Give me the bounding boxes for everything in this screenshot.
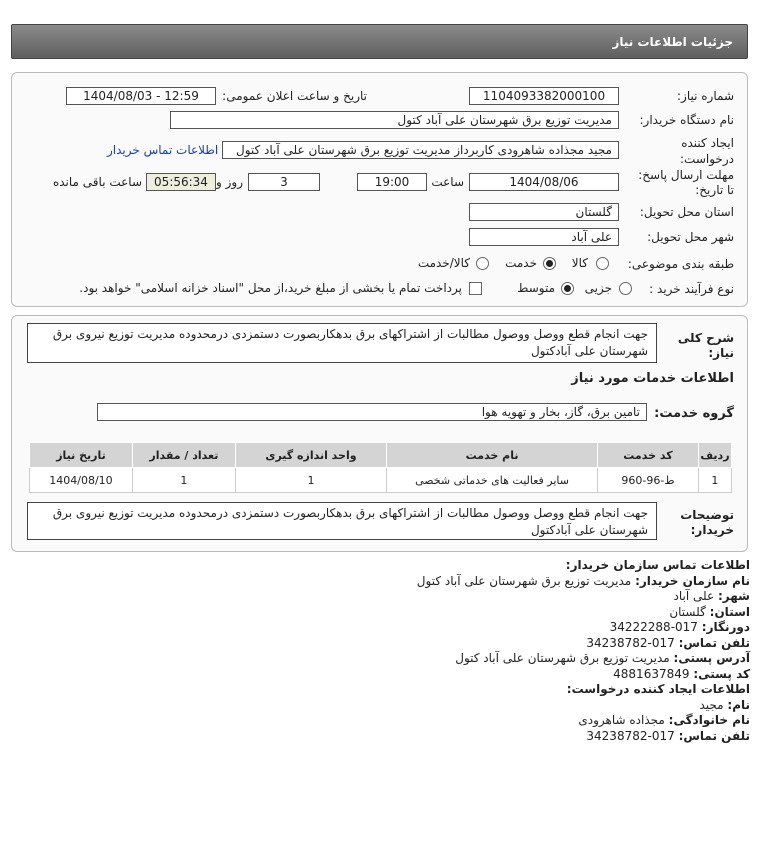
purchase-option-minor: جزیی bbox=[584, 281, 612, 295]
city-field: علی آباد bbox=[469, 228, 619, 246]
treasury-checkbox[interactable] bbox=[469, 282, 482, 295]
creator-family: نام خانوادگی: مجذاده شاهرودی bbox=[578, 713, 750, 727]
description-label-1: شرح کلی bbox=[677, 331, 734, 345]
creator-phone: تلفن تماس: 017-34238782 bbox=[586, 728, 750, 743]
buyer-notes-label-2: خریدار: bbox=[690, 523, 734, 537]
col-row-number: ردیف bbox=[698, 443, 731, 468]
contact-address: آدرس پستی: مدیریت توزیع برق شهرستان علی آباد کتول bbox=[455, 651, 750, 665]
contact-org: نام سازمان خریدار: مدیریت توزیع برق شهرستان علی آباد کتول bbox=[416, 573, 750, 588]
creator-field: مجید مجذاده شاهرودی کاربرداز مدیریت توزیع برق شهرستان علی آباد کتول bbox=[222, 141, 619, 159]
creator-label-2: درخواست: bbox=[680, 152, 734, 166]
announce-field: 1404/08/03 - 12:59 bbox=[66, 87, 216, 105]
contact-city: شهر: علی آباد bbox=[673, 589, 750, 603]
deadline-label-1: مهلت ارسال پاسخ: bbox=[638, 168, 734, 182]
table-header-row bbox=[30, 443, 732, 468]
col-need-date: تاریخ نیاز bbox=[30, 443, 133, 468]
contact-province: استان: گلستان bbox=[669, 604, 750, 619]
deadline-date-field: 1404/08/06 bbox=[469, 173, 619, 191]
purchase-radio-minor[interactable] bbox=[619, 282, 632, 295]
creator-name: نام: مجید bbox=[699, 697, 750, 712]
cell-row-number: 1 bbox=[698, 468, 731, 493]
purchase-type-label: نوع فرآیند خرید : bbox=[649, 282, 734, 296]
table-row bbox=[30, 468, 732, 493]
buyer-org-label: نام دستگاه خریدار: bbox=[639, 113, 734, 127]
cell-unit: 1 bbox=[235, 468, 386, 493]
page-title: جزئیات اطلاعات نیاز bbox=[612, 35, 733, 49]
purchase-radio-medium[interactable] bbox=[561, 282, 574, 295]
category-label: طبقه بندی موضوعی: bbox=[627, 257, 734, 271]
contact-title: اطلاعات تماس سازمان خریدار: bbox=[565, 558, 750, 572]
buyer-notes-box: جهت انجام قطع ووصل ووصول مطالبات از اشتراکهای برق بدهکاربصورت دستمزدی درمحدوده مدیریت توزیع نیروی برق شهرستان علی آبادکتول bbox=[27, 502, 657, 540]
creator-title: اطلاعات ایجاد کننده درخواست: bbox=[566, 682, 750, 696]
days-label: روز و bbox=[216, 175, 243, 189]
announce-label: تاریخ و ساعت اعلان عمومی: bbox=[222, 89, 367, 103]
need-number-label: شماره نیاز: bbox=[677, 89, 734, 103]
category-radio-goods-service[interactable] bbox=[476, 257, 489, 270]
need-number-field: 1104093382000100 bbox=[469, 87, 619, 105]
deadline-time-label: ساعت bbox=[431, 175, 464, 189]
cell-service-name: سایر فعالیت های خدماتی شخصی bbox=[387, 468, 598, 493]
days-field: 3 bbox=[248, 173, 320, 191]
deadline-label-2: تا تاریخ: bbox=[695, 183, 734, 197]
col-service-name: نام خدمت bbox=[387, 443, 598, 468]
services-section-title: اطلاعات خدمات مورد نیاز bbox=[571, 371, 734, 386]
creator-label-1: ایجاد کننده bbox=[681, 136, 734, 150]
buyer-notes-label-1: توضیحات bbox=[680, 508, 734, 522]
treasury-note: پرداخت تمام یا بخشی از مبلغ خرید،از محل "اسناد خزانه اسلامی" خواهد بود. bbox=[79, 281, 462, 295]
col-quantity: تعداد / مقدار bbox=[132, 443, 235, 468]
buyer-org-field: مدیریت توزیع برق شهرستان علی آباد کتول bbox=[170, 111, 619, 129]
page-header bbox=[11, 24, 748, 59]
deadline-time-field: 19:00 bbox=[357, 173, 427, 191]
buyer-contact-link[interactable]: اطلاعات تماس خریدار bbox=[107, 143, 219, 157]
service-group-label: گروه خدمت: bbox=[654, 406, 734, 421]
category-radio-goods[interactable] bbox=[596, 257, 609, 270]
col-service-code: کد خدمت bbox=[598, 443, 699, 468]
services-table bbox=[29, 442, 732, 493]
city-label: شهر محل تحویل: bbox=[647, 230, 734, 244]
cell-service-code: ط-96-960 bbox=[598, 468, 699, 493]
province-field: گلستان bbox=[469, 203, 619, 221]
contact-phone: تلفن تماس: 017-34238782 bbox=[586, 635, 750, 650]
category-radio-service[interactable] bbox=[543, 257, 556, 270]
remaining-label: ساعت باقی مانده bbox=[52, 175, 142, 189]
cell-need-date: 1404/08/10 bbox=[30, 468, 133, 493]
category-option-goods: کالا bbox=[571, 256, 588, 270]
remaining-time-field: 05:56:34 bbox=[146, 173, 216, 191]
description-label-2: نیاز: bbox=[708, 346, 734, 360]
contact-postal: کد پستی: 4881637849 bbox=[613, 666, 750, 681]
buyer-contact-section bbox=[417, 558, 750, 744]
purchase-option-medium: متوسط bbox=[517, 281, 555, 295]
service-group-field: تامین برق، گاز، بخار و تهویه هوا bbox=[97, 403, 647, 421]
category-option-goods-service: کالا/خدمت bbox=[417, 256, 470, 270]
cell-quantity: 1 bbox=[132, 468, 235, 493]
contact-fax: دورنگار: 017-34222288 bbox=[609, 620, 750, 634]
province-label: استان محل تحویل: bbox=[639, 205, 734, 219]
category-option-service: خدمت bbox=[505, 256, 537, 270]
description-box: جهت انجام قطع ووصل ووصول مطالبات از اشتراکهای برق بدهکاربصورت دستمزدی درمحدوده مدیریت توزیع نیروی برق شهرستان علی آبادکتول bbox=[27, 323, 657, 363]
col-unit: واحد اندازه گیری bbox=[235, 443, 386, 468]
